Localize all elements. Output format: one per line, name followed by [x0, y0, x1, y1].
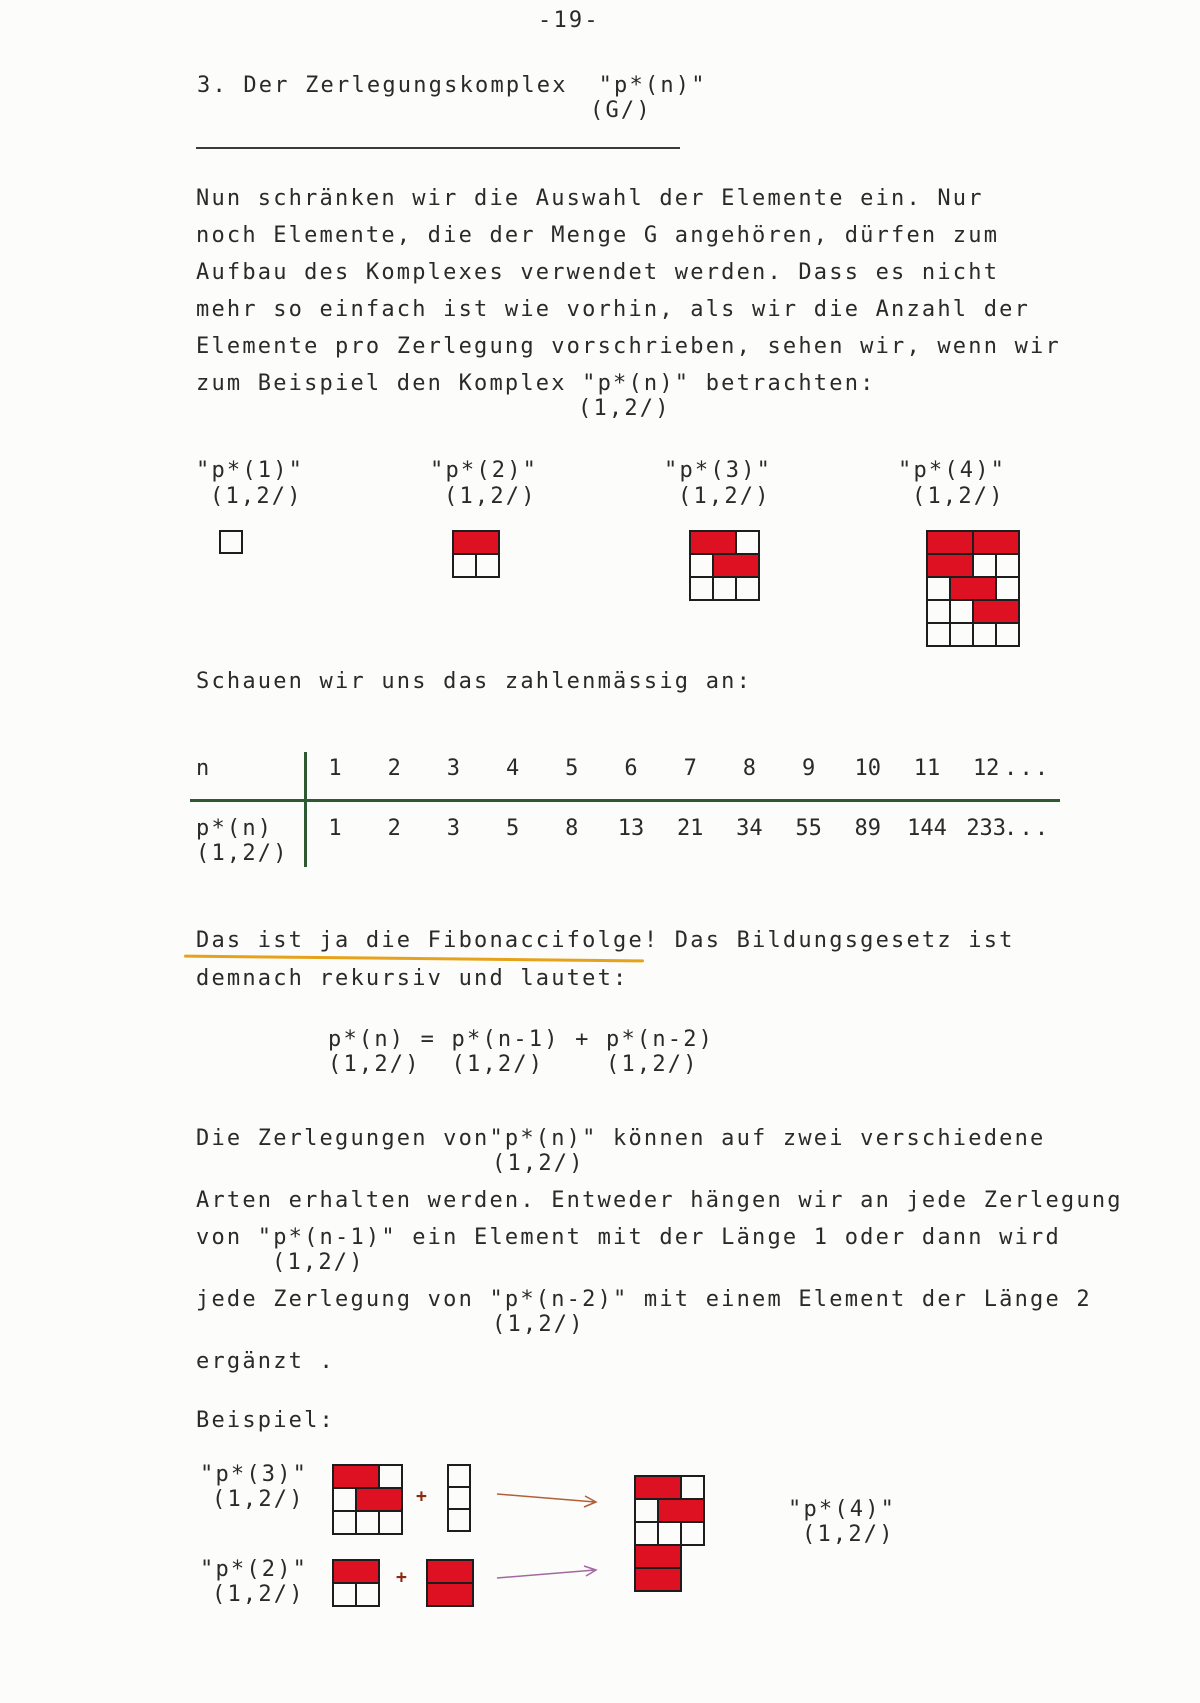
table-cell: 1	[328, 756, 342, 781]
table-cell: 3	[446, 816, 461, 841]
square-tile	[680, 1475, 705, 1500]
table-ellipsis-2: ...	[1004, 816, 1051, 841]
square-tile	[378, 1464, 403, 1489]
beispiel-label: Beispiel:	[196, 1408, 336, 1433]
square-tile	[680, 1521, 705, 1546]
square-tile	[447, 1464, 471, 1488]
formula-line-1: p*(n) = p*(n-1) + p*(n-2)	[328, 1027, 715, 1052]
domino-tile	[949, 576, 997, 601]
square-tile	[972, 622, 997, 647]
table-cell: 13	[617, 816, 645, 841]
intro-line: zum Beispiel den Komplex "p*(n)" betrachten:	[196, 371, 876, 396]
square-tile	[689, 576, 714, 601]
square-tile	[452, 553, 477, 578]
example-sub-3: (1,2/)	[678, 484, 771, 509]
square-tile	[995, 553, 1020, 578]
example-label-4: "p*(4)"	[898, 458, 1007, 483]
plus-sign: +	[396, 1567, 407, 1588]
para2-line-4: jede Zerlegung von "p*(n-2)" mit einem Element der Länge 2	[196, 1287, 1092, 1312]
square-tile	[949, 622, 974, 647]
square-tile	[355, 1510, 380, 1535]
table-intro: Schauen wir uns das zahlenmässig an:	[196, 669, 753, 694]
domino-tile	[355, 1487, 403, 1512]
square-tile	[712, 576, 737, 601]
fib-line-1	[196, 928, 1015, 953]
table-cell: 233	[966, 816, 1007, 841]
arrow-icon	[495, 1488, 605, 1508]
table-cell: 34	[736, 816, 763, 841]
example-sub-1: (1,2/)	[210, 484, 303, 509]
intro-line: noch Elemente, die der Menge G angehören, dürfen zum	[196, 223, 1000, 248]
table-cell: 3	[446, 756, 461, 781]
domino-tile	[332, 1464, 380, 1489]
section-heading: 3. Der Zerlegungskomplex "p*(n)"	[197, 73, 707, 98]
table-cell: 4	[505, 756, 520, 781]
square-tile	[219, 530, 243, 554]
intro-line: Nun schränken wir die Auswahl der Elemente ein. Nur	[196, 186, 984, 211]
table-row-sub-p: (1,2/)	[196, 841, 289, 866]
formula-line-2: (1,2/) (1,2/) (1,2/)	[328, 1052, 699, 1077]
table-ellipsis-1: ...	[1004, 756, 1051, 781]
para2-line-2: Arten erhalten werden. Entweder hängen wir an jede Zerlegung	[196, 1188, 1123, 1213]
fib-underlined-text: Das ist ja die Fibonaccifolge!	[196, 928, 660, 953]
beispiel-row1-label: "p*(3)"	[200, 1462, 309, 1487]
square-tile	[332, 1582, 357, 1607]
intro-line: Elemente pro Zerlegung vorschrieben, sehen wir, wenn wir	[196, 334, 1061, 359]
table-cell: 6	[624, 756, 638, 781]
table-cell: 2	[387, 756, 401, 781]
domino-tile	[634, 1567, 682, 1592]
fib-underline	[184, 955, 644, 963]
square-tile	[355, 1582, 380, 1607]
table-cell: 11	[913, 756, 941, 781]
table-cell: 7	[683, 756, 697, 781]
para2-line-1: Die Zerlegungen von"p*(n)" können auf zwei verschiedene	[196, 1126, 1046, 1151]
beispiel-row2-sub: (1,2/)	[212, 1582, 305, 1607]
para2-line-3: von "p*(n-1)" ein Element mit der Länge 1 oder dann wird	[196, 1225, 1061, 1250]
beispiel-row1-sub: (1,2/)	[212, 1487, 305, 1512]
page-number: -19-	[538, 8, 600, 33]
fib-line-2: demnach rekursiv und lautet:	[196, 966, 629, 991]
square-tile	[926, 599, 951, 624]
para2-line-5: ergänzt .	[196, 1349, 336, 1374]
example-label-2: "p*(2)"	[430, 458, 539, 483]
square-tile	[926, 576, 951, 601]
example-label-3: "p*(3)"	[664, 458, 773, 483]
square-tile	[735, 576, 760, 601]
square-tile	[689, 553, 714, 578]
example-sub-4: (1,2/)	[912, 484, 1005, 509]
beispiel-row2-label: "p*(2)"	[200, 1557, 309, 1582]
plus-sign: +	[416, 1486, 427, 1507]
domino-tile	[452, 530, 500, 555]
square-tile	[926, 622, 951, 647]
heading-subscript: (G/)	[590, 98, 652, 123]
table-cell: 10	[854, 756, 882, 781]
domino-tile	[972, 599, 1020, 624]
domino-tile	[972, 530, 1020, 555]
table-cell: 8	[742, 756, 757, 781]
square-tile	[378, 1510, 403, 1535]
square-tile	[995, 622, 1020, 647]
domino-tile	[689, 530, 737, 555]
table-cell: 144	[907, 816, 947, 841]
square-tile	[475, 553, 500, 578]
table-cell: 5	[505, 816, 520, 841]
table-cell: 55	[795, 816, 822, 841]
table-cell: 9	[801, 756, 816, 781]
domino-tile	[657, 1498, 705, 1523]
domino-tile	[926, 553, 974, 578]
square-tile	[447, 1486, 471, 1510]
table-horizontal-rule	[190, 799, 1060, 802]
square-tile	[995, 576, 1020, 601]
table-cell: 12	[972, 756, 1000, 781]
beispiel-result-sub: (1,2/)	[802, 1522, 895, 1547]
table-cell: 8	[565, 816, 579, 841]
square-tile	[735, 530, 760, 555]
intro-line: mehr so einfach ist wie vorhin, als wir die Anzahl der	[196, 297, 1031, 322]
arrow-icon	[495, 1564, 605, 1584]
domino-tile	[332, 1559, 380, 1584]
example-label-1: "p*(1)"	[196, 458, 305, 483]
square-tile	[332, 1510, 357, 1535]
fib-rest-text: Das Bildungsgesetz ist	[659, 928, 1015, 953]
square-tile	[657, 1521, 682, 1546]
para2-sub-3: (1,2/)	[272, 1250, 365, 1275]
table-cell: 5	[565, 756, 579, 781]
table-row-label-p: p*(n)	[196, 816, 274, 841]
domino-tile	[926, 530, 974, 555]
square-tile	[634, 1521, 659, 1546]
table-cell: 1	[328, 816, 342, 841]
square-tile	[949, 599, 974, 624]
table-cell: 89	[854, 816, 882, 841]
example-sub-2: (1,2/)	[444, 484, 537, 509]
domino-tile	[712, 553, 760, 578]
para2-sub-1: (1,2/)	[492, 1151, 585, 1176]
para2-sub-4: (1,2/)	[492, 1312, 585, 1337]
square-tile	[332, 1487, 357, 1512]
heading-rule	[196, 147, 680, 149]
beispiel-result-label: "p*(4)"	[788, 1497, 897, 1522]
domino-tile	[634, 1544, 682, 1569]
intro-subscript: (1,2/)	[578, 396, 671, 421]
table-row-label-n: n	[196, 756, 212, 781]
domino-tile	[426, 1582, 474, 1607]
square-tile	[447, 1508, 471, 1532]
domino-tile	[634, 1475, 682, 1500]
table-cell: 21	[676, 816, 704, 841]
intro-line: Aufbau des Komplexes verwendet werden. Dass es nicht	[196, 260, 1000, 285]
square-tile	[972, 553, 997, 578]
square-tile	[634, 1498, 659, 1523]
table-cell: 2	[387, 816, 401, 841]
domino-tile	[426, 1559, 474, 1584]
